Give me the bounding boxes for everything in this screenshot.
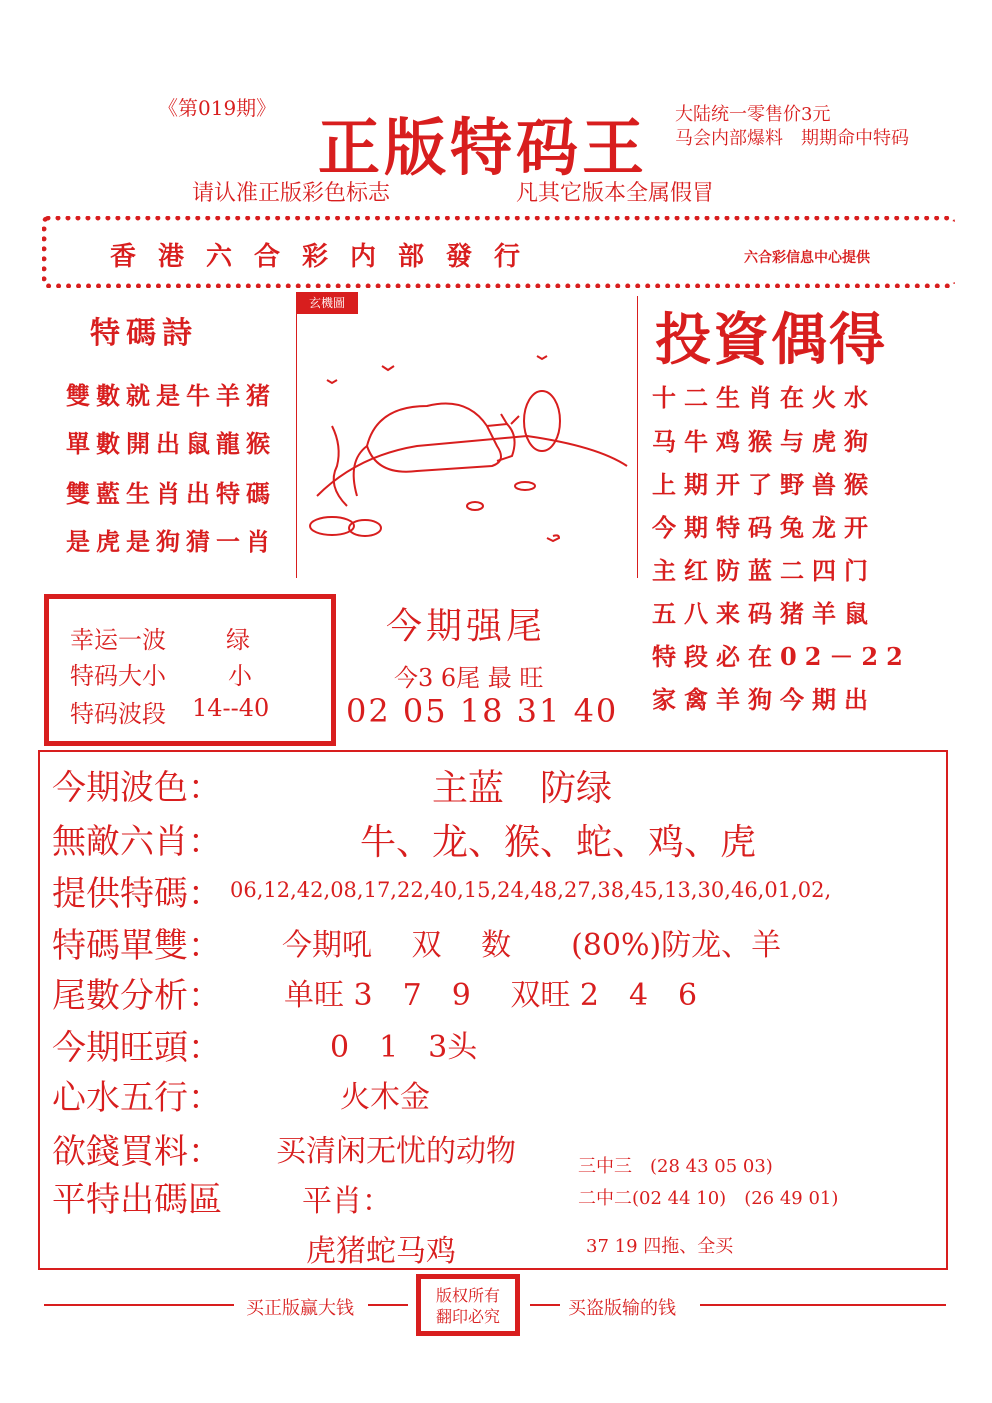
head-label: 今期旺頭： bbox=[52, 1028, 222, 1068]
footer-rule-left bbox=[44, 1304, 234, 1306]
hint-line: 主红防蓝二四门 bbox=[652, 556, 876, 585]
promo-note: 马会内部爆料 期期命中特码 bbox=[675, 128, 909, 149]
three-hit: 三中三 (28 43 05 03) bbox=[578, 1156, 773, 1177]
poem-line: 雙藍生肖出特碼 bbox=[66, 479, 276, 508]
copyright-box bbox=[416, 1274, 520, 1336]
banner-title: 香港六合彩内部發行 bbox=[110, 242, 543, 272]
six-zodiac-label: 無敵六肖： bbox=[52, 822, 222, 862]
footer-rule-mid-left bbox=[368, 1304, 408, 1306]
tail-label: 尾數分析： bbox=[52, 976, 222, 1016]
lucky-row-value: 绿 bbox=[226, 626, 250, 654]
investment-title: 投資偶得 bbox=[655, 307, 887, 373]
pingxiao-value: 虎猪蛇马鸡 bbox=[306, 1234, 456, 1269]
authentic-note: 请认准正版彩色标志 bbox=[192, 181, 391, 206]
element-label: 心水五行： bbox=[52, 1078, 222, 1118]
lucky-row-label: 幸运一波 bbox=[70, 626, 166, 654]
banner-note: 六合彩信息中心提供 bbox=[744, 250, 870, 266]
poem-line: 是虎是狗猜一肖 bbox=[66, 527, 276, 556]
drag-note: 37 19 四拖、全买 bbox=[586, 1236, 734, 1257]
code-label: 提供特碼： bbox=[52, 874, 222, 914]
cow-illustration bbox=[297, 296, 637, 578]
poem-line: 雙數就是牛羊猪 bbox=[66, 381, 276, 410]
counterfeit-note: 凡其它版本全属假冒 bbox=[516, 181, 715, 206]
hint-line: 十二生肖在火水 bbox=[652, 383, 876, 412]
money-label: 欲錢買料： bbox=[52, 1132, 222, 1172]
mystery-picture bbox=[296, 296, 638, 578]
hint-line: 特段必在02－22 bbox=[652, 642, 911, 671]
odd-even-value: 今期吼 双 数 (80%)防龙、羊 bbox=[282, 928, 782, 963]
lucky-row-label: 特码波段 bbox=[70, 700, 166, 728]
zone-label: 平特出碼區 bbox=[52, 1180, 222, 1220]
element-value: 火木金 bbox=[340, 1080, 430, 1115]
strong-tail-numbers: 02 05 18 31 40 bbox=[346, 692, 619, 730]
hint-line: 五八来码猪羊鼠 bbox=[652, 599, 876, 628]
strong-tail-subtitle: 今3 6尾 最 旺 bbox=[394, 664, 544, 692]
hint-line: 今期特码兔龙开 bbox=[652, 513, 876, 542]
two-hit: 二中二(02 44 10) (26 49 01) bbox=[578, 1188, 839, 1209]
price-note: 大陆统一零售价3元 bbox=[675, 104, 831, 125]
copyright-line2: 翻印必究 bbox=[435, 1307, 500, 1326]
footer-rule-right bbox=[700, 1304, 946, 1306]
code-value: 06,12,42,08,17,22,40,15,24,48,27,38,45,13,30,46,01,02, bbox=[230, 878, 832, 902]
wave-value: 主蓝 防绿 bbox=[432, 768, 613, 809]
poem-title: 特碼詩 bbox=[90, 316, 198, 351]
six-zodiac-value: 牛、龙、猴、蛇、鸡、虎 bbox=[360, 822, 757, 863]
hint-line: 上期开了野兽猴 bbox=[652, 470, 876, 499]
footer-rule-mid-right bbox=[530, 1304, 560, 1306]
picture-label: 玄機圖 bbox=[296, 292, 358, 314]
issue-number: 《第019期》 bbox=[158, 96, 277, 120]
hint-line: 家禽羊狗今期出 bbox=[652, 685, 876, 714]
footer-right-text: 买盗版输的钱 bbox=[568, 1298, 676, 1319]
strong-tail-title: 今期强尾 bbox=[386, 606, 547, 647]
wave-label: 今期波色： bbox=[52, 768, 222, 808]
tail-value: 单旺 3 7 9 双旺 2 4 6 bbox=[284, 978, 698, 1013]
main-title: 正版特码王 bbox=[318, 111, 649, 184]
lucky-row-value: 14--40 bbox=[192, 694, 270, 722]
poem-line: 單數開出鼠龍猴 bbox=[66, 429, 276, 458]
odd-even-label: 特碼單雙： bbox=[52, 926, 222, 966]
copyright-line1: 版权所有 bbox=[435, 1286, 500, 1305]
money-value: 买清闲无忧的动物 bbox=[276, 1134, 516, 1169]
lucky-row-value: 小 bbox=[228, 662, 252, 690]
pingxiao-label: 平肖： bbox=[302, 1184, 392, 1219]
hint-line: 马牛鸡猴与虎狗 bbox=[652, 427, 876, 456]
head-value: 0 1 3头 bbox=[330, 1030, 478, 1065]
lucky-row-label: 特码大小 bbox=[70, 662, 166, 690]
footer-left-text: 买正版赢大钱 bbox=[246, 1298, 354, 1319]
